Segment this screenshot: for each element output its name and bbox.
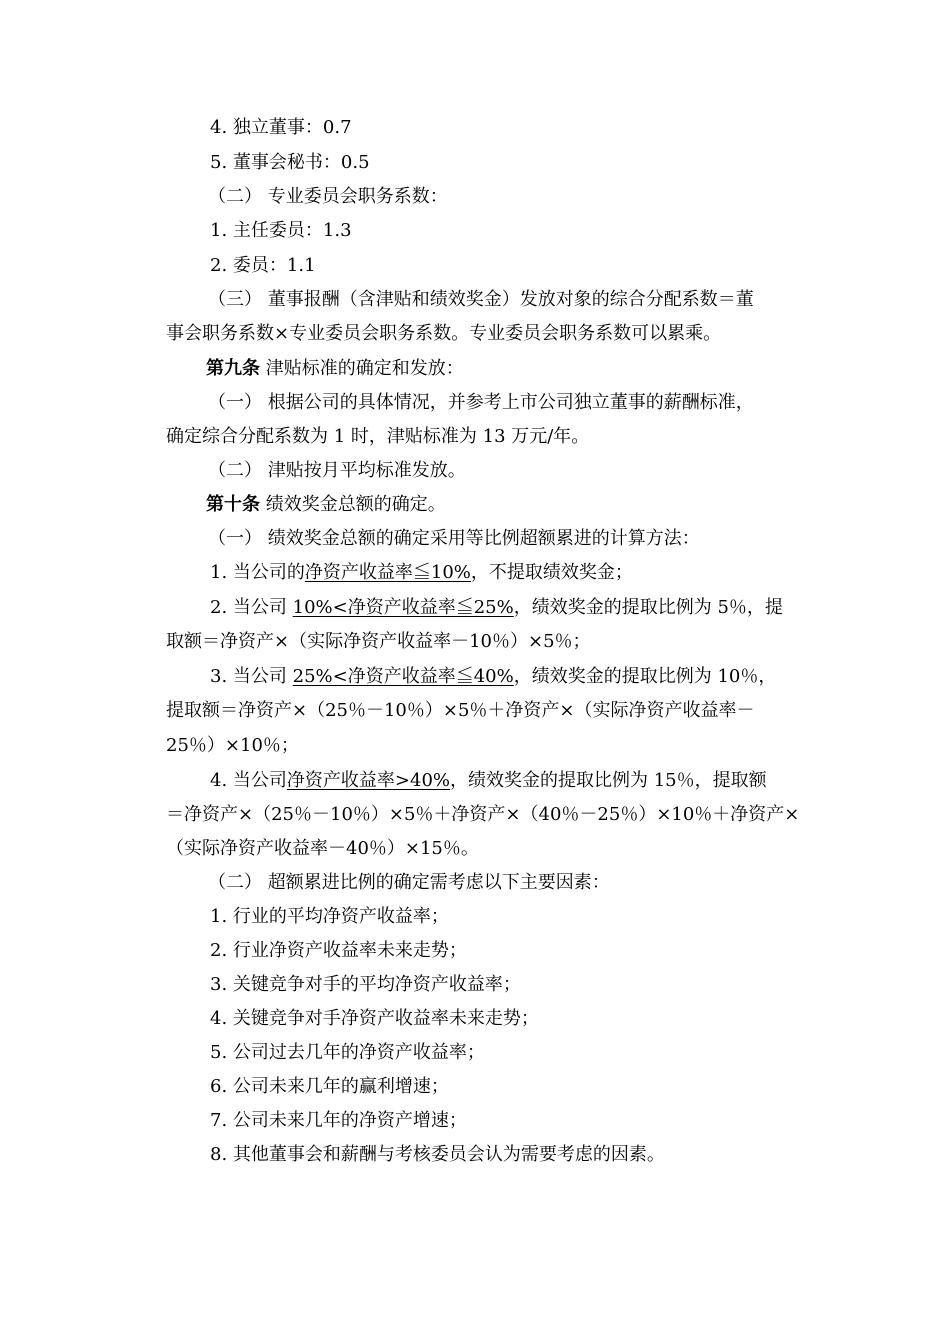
- paragraph-line: 取额＝净资产×（实际净资产收益率－10％）×5％；: [166, 631, 591, 652]
- list-item: 8. 其他董事会和薪酬与考核委员会认为需要考虑的因素。: [210, 1144, 665, 1165]
- paragraph-line: 事会职务系数×专业委员会职务系数。专业委员会职务系数可以累乘。: [166, 323, 722, 344]
- article-number: 第十条: [206, 494, 260, 515]
- list-item: 1. 行业的平均净资产收益率；: [210, 906, 449, 927]
- article-number: 第九条: [206, 358, 260, 379]
- list-item: 2. 委员：1.1: [210, 255, 316, 276]
- text-segment: ，绩效奖金的提取比例为 15％，提取额: [450, 770, 767, 791]
- list-item: 2. 行业净资产收益率未来走势；: [210, 940, 467, 961]
- article-title: 绩效奖金总额的确定。: [260, 494, 446, 515]
- text-segment: ，绩效奖金的提取比例为 5％，提: [513, 597, 783, 618]
- article-heading: [206, 496, 446, 514]
- list-item: [210, 599, 783, 617]
- paragraph-line: （一） 根据公司的具体情况，并参考上市公司独立董事的薪酬标准，: [208, 392, 754, 413]
- article-title: 津贴标准的确定和发放：: [260, 358, 464, 379]
- list-item: 4. 关键竞争对手净资产收益率未来走势；: [210, 1008, 539, 1029]
- paragraph-line: （一） 绩效奖金总额的确定采用等比例超额累进的计算方法：: [208, 528, 700, 549]
- underlined-condition: 10%<净资产收益率≦25%: [292, 597, 514, 618]
- list-item: 3. 关键竞争对手的平均净资产收益率；: [210, 974, 521, 995]
- text-segment: ，绩效奖金的提取比例为 10％，: [513, 666, 777, 687]
- paragraph-line: 确定综合分配系数为 1 时，津贴标准为 13 万元/年。: [166, 426, 590, 447]
- paragraph-line: （三） 董事报酬（含津贴和绩效奖金）发放对象的综合分配系数＝董: [208, 289, 754, 310]
- text-segment: 2. 当公司: [210, 597, 293, 618]
- text-segment: ，不提取绩效奖金；: [470, 562, 633, 583]
- list-item: 1. 主任委员：1.3: [210, 220, 352, 241]
- list-item: [210, 772, 767, 790]
- paragraph-line: ＝净资产×（25％－10％）×5％＋净资产×（40％－25％）×10％＋净资产×: [166, 804, 800, 825]
- list-item: [210, 564, 633, 582]
- text-segment: 1. 当公司的: [210, 562, 305, 583]
- paragraph-line: （二） 津贴按月平均标准发放。: [208, 460, 466, 481]
- article-heading: [206, 360, 464, 378]
- list-item: 5. 董事会秘书：0.5: [210, 152, 370, 173]
- list-item: 4. 独立董事：0.7: [210, 117, 352, 138]
- list-item: 7. 公司未来几年的净资产增速；: [210, 1110, 467, 1131]
- subsection-heading: （二） 专业委员会职务系数：: [208, 186, 448, 207]
- text-segment: 3. 当公司: [210, 666, 293, 687]
- paragraph-line: （实际净资产收益率－40％）×15％。: [166, 838, 479, 859]
- paragraph-line: 25％）×10％；: [166, 735, 299, 756]
- list-item: 6. 公司未来几年的赢利增速；: [210, 1076, 449, 1097]
- list-item: [210, 668, 776, 686]
- paragraph-line: 提取额＝净资产×（25％－10％）×5％＋净资产×（实际净资产收益率－: [166, 700, 755, 721]
- subsection-heading: （二） 超额累进比例的确定需考虑以下主要因素：: [208, 872, 610, 893]
- underlined-condition: 25%<净资产收益率≦40%: [292, 666, 514, 687]
- text-segment: 4. 当公司: [210, 770, 287, 791]
- underlined-condition: 净资产收益率≦10%: [304, 562, 471, 583]
- underlined-condition: 净资产收益率>40%: [286, 770, 450, 791]
- list-item: 5. 公司过去几年的净资产收益率；: [210, 1042, 485, 1063]
